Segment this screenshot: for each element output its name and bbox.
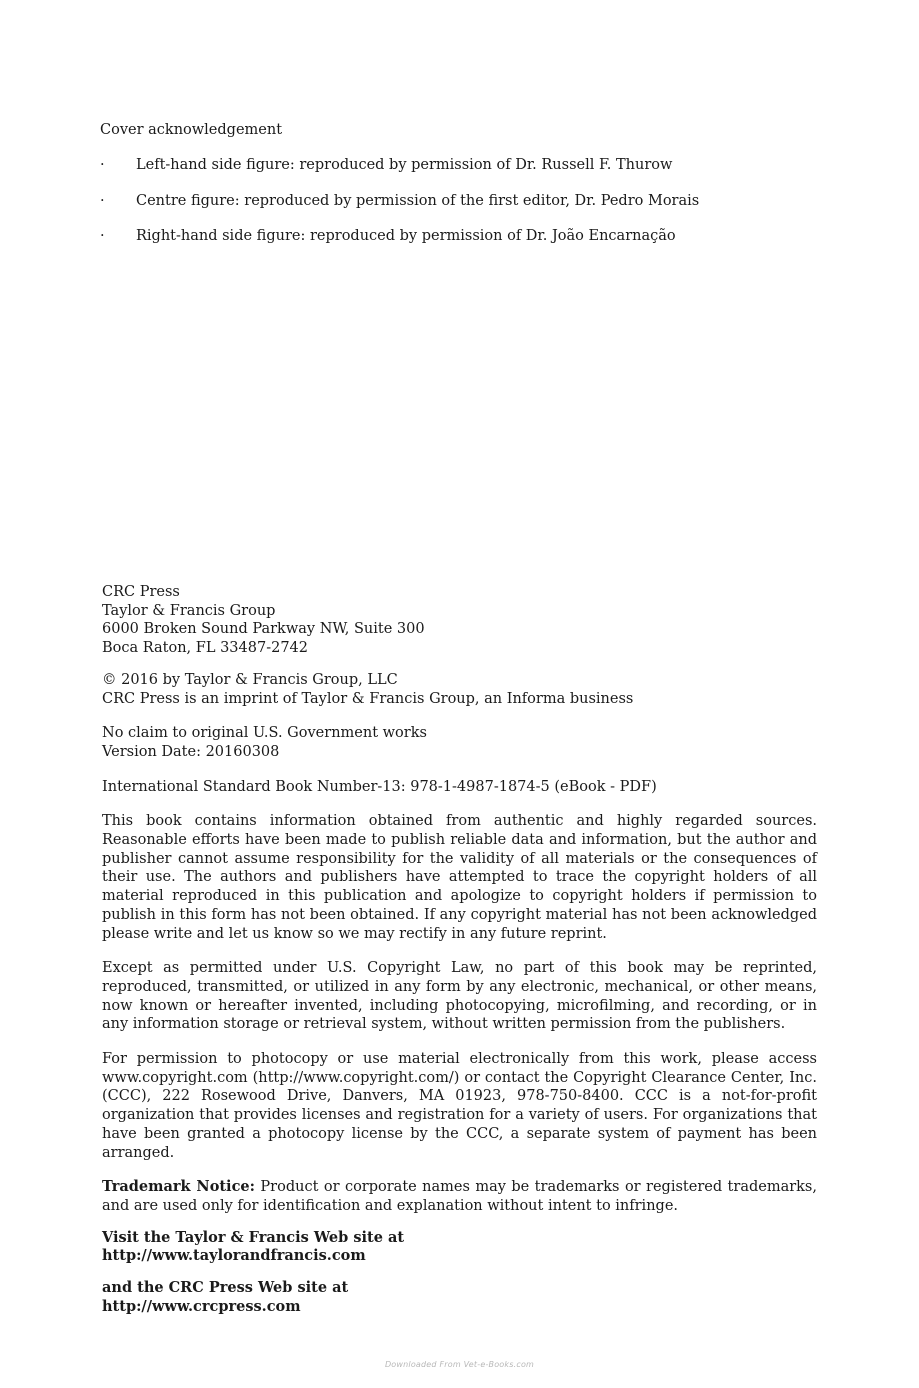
trademark-paragraph: [102, 1178, 817, 1215]
list-item-text: Centre figure: reproduced by permission of the first editor, Dr. Pedro Morais: [136, 192, 700, 209]
permission-paragraph-block: [102, 1050, 817, 1162]
taylor-francis-website-label: Visit the Taylor & Francis Web site at: [102, 1228, 405, 1246]
list-item: [100, 227, 820, 246]
list-item: [100, 156, 820, 175]
isbn: International Standard Book Number-13: 978-1-4987-1874-5 (eBook - PDF): [102, 778, 657, 795]
taylor-francis-url: http://www.taylorandfrancis.com: [102, 1247, 366, 1265]
trademark-notice: [102, 1178, 817, 1215]
crc-press-website: [102, 1279, 817, 1316]
cover-acknowledgement-list: [100, 156, 820, 246]
trademark-label: Trademark Notice:: [102, 1178, 255, 1196]
bullet: ·: [100, 228, 105, 244]
crc-press-url: http://www.crcpress.com: [102, 1297, 301, 1315]
bullet: ·: [100, 157, 105, 173]
publisher-street: 6000 Broken Sound Parkway NW, Suite 300: [102, 621, 425, 638]
copyright-law-paragraph-block: [102, 959, 817, 1034]
copyright-notice: [102, 671, 817, 708]
copyright-page-imprint: [102, 583, 817, 1330]
version-date: Version Date: 20160308: [102, 743, 280, 760]
list-item-text: Right-hand side figure: reproduced by permission of Dr. João Encarnação: [136, 228, 676, 244]
sources-paragraph-block: [102, 812, 817, 943]
copyright-line: © 2016 by Taylor & Francis Group, LLC: [102, 671, 398, 688]
government-works-line: No claim to original U.S. Government works: [102, 725, 427, 742]
publisher-name: CRC Press: [102, 584, 180, 600]
taylor-francis-website: [102, 1229, 817, 1266]
sources-paragraph: This book contains information obtained from authentic and highly regarded sources. Reasonable efforts have been made to publish reliable data and information, but the author and publisher cannot assume responsibility for the validity of all materials or the consequences of their use. The authors and publishers have attempted to trace the copyright holders of all material reproduced in this publication and apologize to copyright holders if permission to publish in this form has not been obtained. If any copyright material has not been acknowledged please write and let us know so we may rectify in any future reprint.: [102, 813, 817, 942]
crc-press-website-label: and the CRC Press Web site at: [102, 1279, 349, 1297]
list-item-text: Left-hand side figure: reproduced by permission of Dr. Russell F. Thurow: [136, 157, 673, 173]
publisher-city: Boca Raton, FL 33487-2742: [102, 640, 308, 657]
trademark-text: Product or corporate names may be trademarks or registered trademarks, and are used only for identification and explanation without intent to infringe.: [102, 1179, 817, 1214]
publisher-group: Taylor & Francis Group: [102, 602, 276, 619]
permission-paragraph: For permission to photocopy or use material electronically from this work, please access www.copyright.com (http://www.copyright.com/) or contact the Copyright Clearance Center, Inc. (CCC), 222 Rosewood Drive, Danvers, MA 01923, 978-750-8400. CCC is a not-for-profit organization that provides licenses and registration for a variety of users. For organizations that have been granted a photocopy license by the CCC, a separate system of payment has been arranged.: [102, 1051, 817, 1161]
download-watermark: Downloaded From Vet-e-Books.com: [384, 1360, 535, 1369]
list-item: [100, 192, 820, 211]
cover-acknowledgement: [100, 121, 820, 263]
version-info: [102, 724, 817, 761]
isbn-block: [102, 778, 817, 797]
copyright-law-paragraph: Except as permitted under U.S. Copyright Law, no part of this book may be reprinted, reproduced, transmitted, or utilized in any form by any electronic, mechanical, or other means, now known or hereafter invented, including photocopying, microfilming, and recording, or in any information storage or retrieval system, without written permission from the publishers.: [102, 960, 817, 1033]
cover-acknowledgement-heading: Cover acknowledgement: [100, 122, 283, 138]
publisher-address: [102, 583, 817, 658]
bullet: ·: [100, 192, 105, 209]
imprint-line: CRC Press is an imprint of Taylor & Francis Group, an Informa business: [102, 690, 634, 707]
